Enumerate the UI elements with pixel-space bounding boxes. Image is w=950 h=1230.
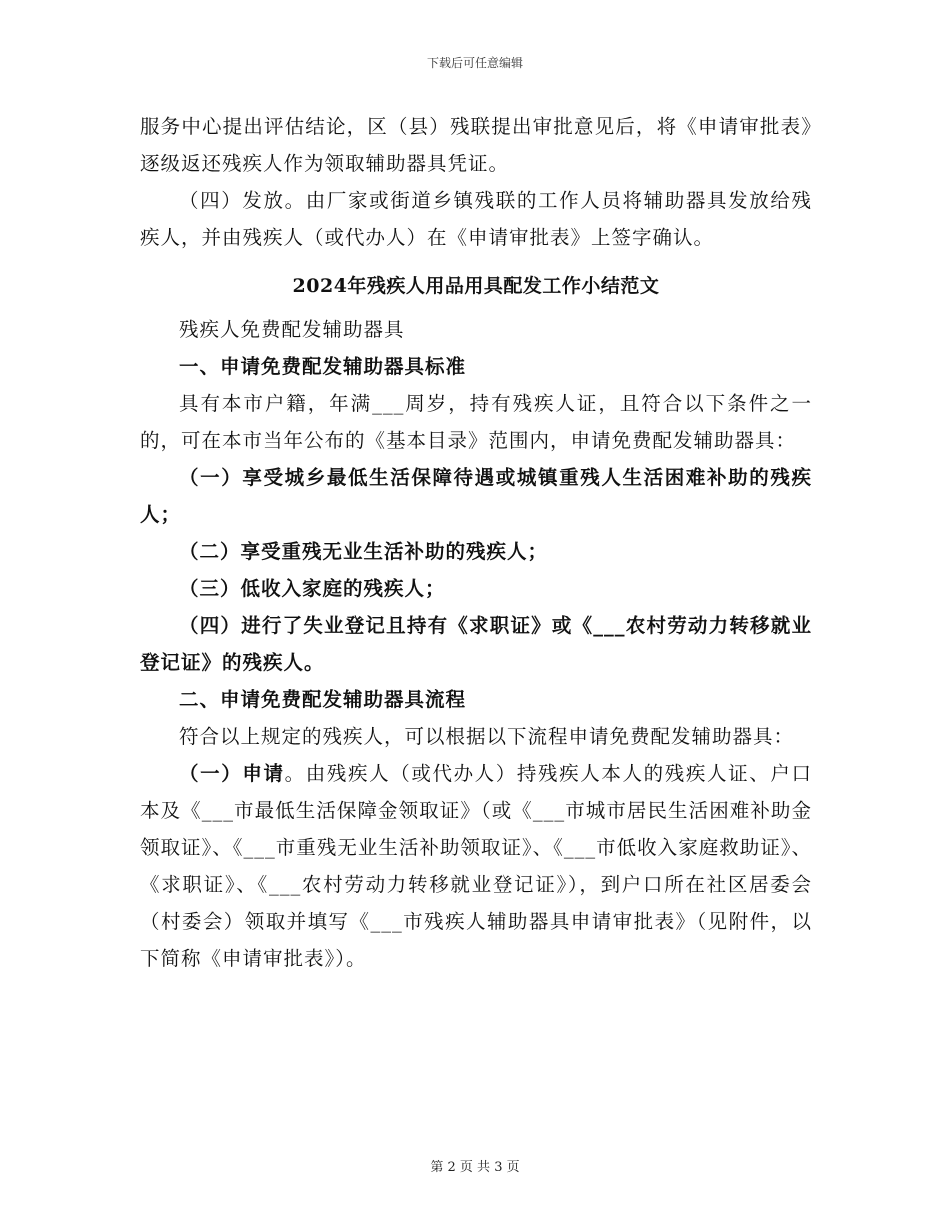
application-lead: （一）申请 <box>179 762 285 785</box>
paragraph-continuation: 服务中心提出评估结论，区（县）残联提出审批意见后，将《申请审批表》逐级返还残疾人作为领取辅助器具凭证。 <box>140 115 812 175</box>
document-body <box>140 108 812 977</box>
condition-item-3: （三）低收入家庭的残疾人； <box>179 577 446 600</box>
paragraph-process-intro: 符合以上规定的残疾人，可以根据以下流程申请免费配发辅助器具： <box>179 725 795 748</box>
paragraph-subject: 残疾人免费配发辅助器具 <box>179 318 405 341</box>
condition-item-1: （一）享受城乡最低生活保障待遇或城镇重残人生活困难补助的残疾人； <box>140 466 812 526</box>
condition-item-2: （二）享受重残无业生活补助的残疾人； <box>179 540 549 563</box>
page-header: 下载后可任意编辑 <box>426 56 523 70</box>
paragraph-application <box>140 755 812 977</box>
paragraph-distribution: （四）发放。由厂家或街道乡镇残联的工作人员将辅助器具发放给残疾人，并由残疾人（或代办人）在《申请审批表》上签字确认。 <box>140 189 812 249</box>
document-title: 2024年残疾人用品用具配发工作小结范文 <box>292 275 660 297</box>
paragraph-eligibility: 具有本市户籍，年满___周岁，持有残疾人证，且符合以下条件之一的，可在本市当年公布的《基本目录》范围内，申请免费配发辅助器具： <box>140 392 812 452</box>
section-heading-process: 二、申请免费配发辅助器具流程 <box>179 688 467 711</box>
page-footer: 第 2 页 共 3 页 <box>430 1160 520 1175</box>
application-text: 。由残疾人（或代办人）持残疾人本人的残疾人证、户口本及《___市最低生活保障金领取证》（或《___市城市居民生活困难补助金领取证》、《___市重残无业生活补助领取证》、《___市低收入家庭救助证》、《求职证》、《___农村劳动力转移就业登记证》），到户口所在社区居委会（村委会）领取并填写《___市残疾人辅助器具申请审批表》（见附件，以下简称《申请审批表》）。 <box>140 762 812 970</box>
section-heading-standards: 一、申请免费配发辅助器具标准 <box>179 355 467 378</box>
condition-item-4: （四）进行了失业登记且持有《求职证》或《___农村劳动力转移就业登记证》的残疾人。 <box>140 614 812 674</box>
